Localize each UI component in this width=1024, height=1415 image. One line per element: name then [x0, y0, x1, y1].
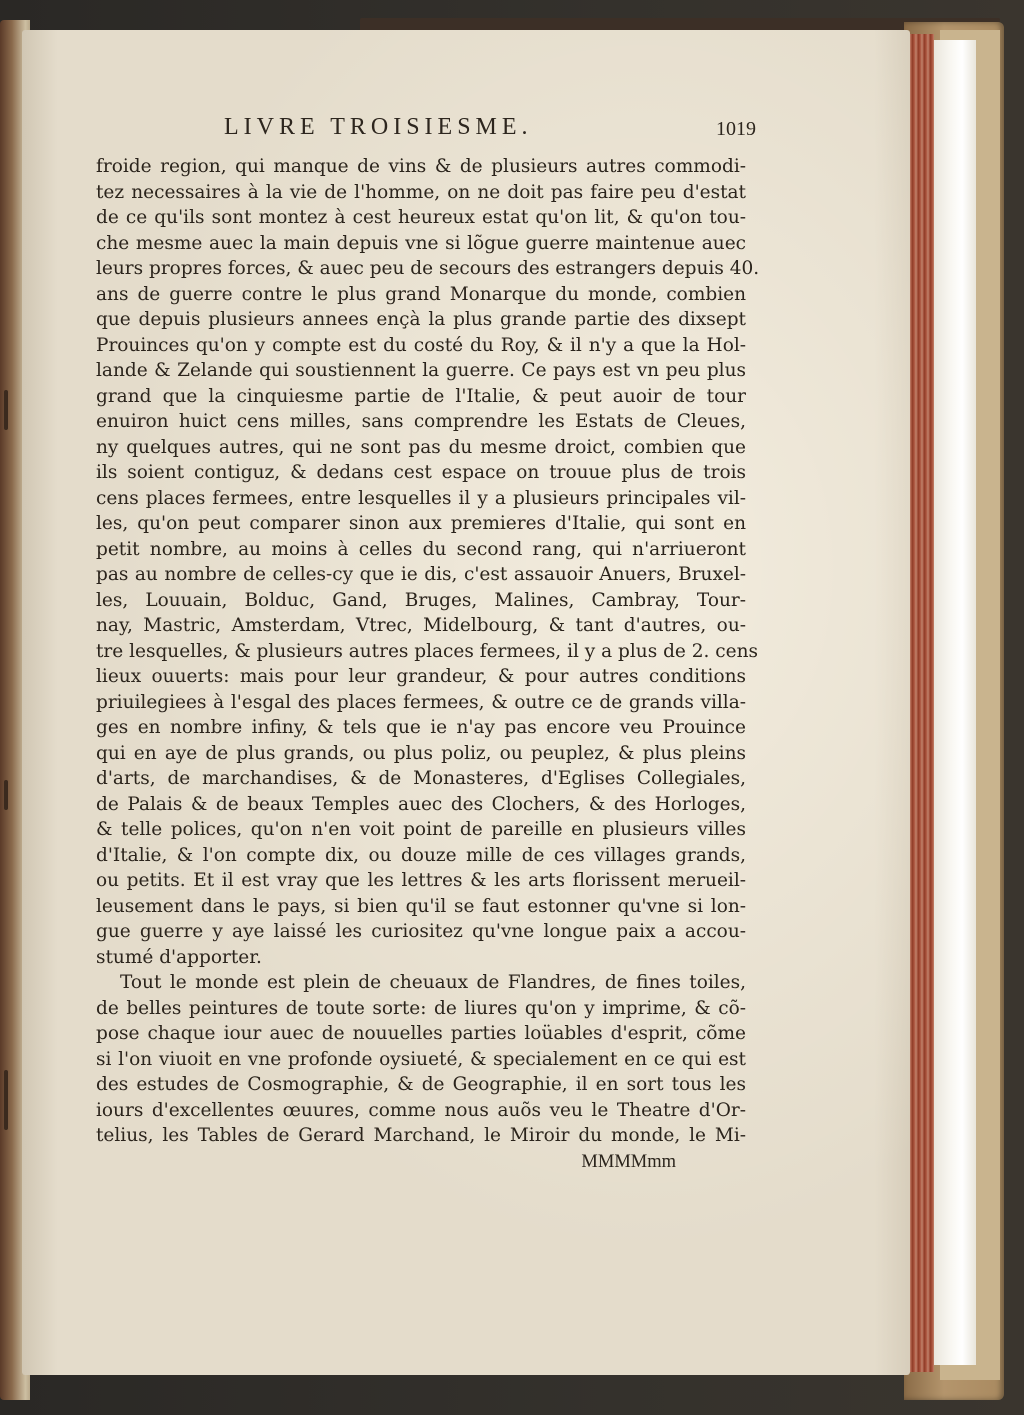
text-line: froide region, qui manque de vins & de plusieurs autres commodi- [96, 156, 746, 177]
text-line: ou petits. Et il est vray que les lettres & les arts florissent merueil- [96, 870, 746, 891]
text-line: des estudes de Cosmographie, & de Geographie, il en sort tous les [96, 1074, 746, 1095]
text-line: d'Italie, & l'on compte dix, ou douze mille de ces villages grands, [96, 844, 746, 866]
text-line: petit nombre, au moins à celles du second rang, qui n'arriueront [96, 538, 746, 560]
page-number: 1019 [716, 118, 756, 140]
text-line: les, qu'on peut comparer sinon aux premieres d'Italie, qui sont en [96, 513, 746, 534]
page-block-white [930, 40, 976, 1365]
text-line: iours d'excellentes œuures, comme nous auõs veu le Theatre d'Or- [96, 1099, 746, 1121]
text-line: de belles peintures de toute sorte: de liures qu'on y imprime, & cõ- [96, 997, 746, 1019]
text-line: Prouinces qu'on y compte est du costé du Roy, & il n'y a que la Hol- [96, 334, 746, 356]
book-page [22, 30, 910, 1375]
text-line: de Palais & de beaux Temples auec des Clochers, & des Horloges, [96, 793, 746, 815]
text-line: che mesme auec la main depuis vne si lõgue guerre maintenue auec [96, 232, 746, 254]
text-line: qui en aye de plus grands, ou plus poliz, ou peuplez, & plus pleins [96, 742, 746, 764]
text-line: nay, Mastric, Amsterdam, Vtrec, Midelbourg, & tant d'autres, ou- [96, 615, 746, 636]
text-line: pose chaque iour auec de nouuelles parties loüables d'esprit, cõme [96, 1023, 746, 1044]
text-line: si l'on viuoit en vne profonde oysiueté, & specialement en ce qui est [96, 1048, 746, 1070]
page-text [96, 114, 760, 1175]
text-line: ges en nombre infiny, & tels que ie n'ay pas encore veu Prouince [96, 717, 746, 738]
text-line: lande & Zelande qui soustiennent la guerre. Ce pays est vn peu plus [96, 360, 746, 381]
text-line: ils soient contiguz, & dedans cest espace on trouue plus de trois [96, 462, 746, 483]
text-line: Tout le monde est plein de cheuaux de Flandres, de fines toiles, [120, 972, 746, 993]
text-line: stumé d'apporter. [96, 946, 262, 968]
catchword: MMMMmm [581, 1151, 676, 1172]
facing-page-mark [4, 1070, 8, 1130]
text-line: les, Louuain, Bolduc, Gand, Bruges, Malines, Cambray, Tour- [96, 589, 746, 611]
text-line: tre lesquelles, & plusieurs autres places fermees, il y a plus de 2. cens [96, 640, 758, 662]
text-line: ny quelques autres, qui ne sont pas du mesme droict, combien que [96, 436, 746, 458]
running-head [96, 114, 756, 154]
text-line: leusement dans le pays, si bien qu'il se faut estonner qu'vne si lon- [96, 895, 746, 917]
text-line: leurs propres forces, & auec peu de secours des estrangers depuis 40. [96, 258, 760, 279]
text-line: ans de guerre contre le plus grand Monarque du monde, combien [96, 283, 746, 305]
text-line: de ce qu'ils sont montez à cest heureux estat qu'on lit, & qu'on tou- [96, 207, 746, 228]
text-line: gue guerre y aye laissé les curiositez qu'vne longue paix a accou- [96, 921, 746, 942]
text-line: lieux ouuerts: mais pour leur grandeur, & pour autres conditions [96, 666, 746, 687]
text-line: tez necessaires à la vie de l'homme, on ne doit pas faire peu d'estat [96, 181, 746, 203]
body-text [96, 154, 760, 1149]
text-line: enuiron huict cens milles, sans comprendre les Estats de Cleues, [96, 411, 746, 432]
text-line: d'arts, de marchandises, & de Monasteres, d'Eglises Collegiales, [96, 768, 746, 789]
running-title: LIVRE TROISIESME. [224, 114, 533, 140]
text-line: cens places fermees, entre lesquelles il y a plusieurs principales vil- [96, 487, 746, 509]
text-line: grand que la cinquiesme partie de l'Italie, & peut auoir de tour [96, 385, 746, 407]
text-line: pas au nombre de celles-cy que ie dis, c'est assauoir Anuers, Bruxel- [96, 564, 746, 585]
text-line: priuilegiees à l'esgal des places fermees, & outre ce de grands villa- [96, 691, 746, 713]
facing-page-mark [4, 780, 8, 810]
facing-page-mark [4, 390, 8, 430]
text-line: telius, les Tables de Gerard Marchand, le Miroir du monde, le Mi- [96, 1125, 746, 1146]
text-line: que depuis plusieurs annees ençà la plus grande partie des dixsept [96, 309, 746, 330]
text-line: & telle polices, qu'on n'en voit point de pareille en plusieurs villes [96, 819, 746, 840]
